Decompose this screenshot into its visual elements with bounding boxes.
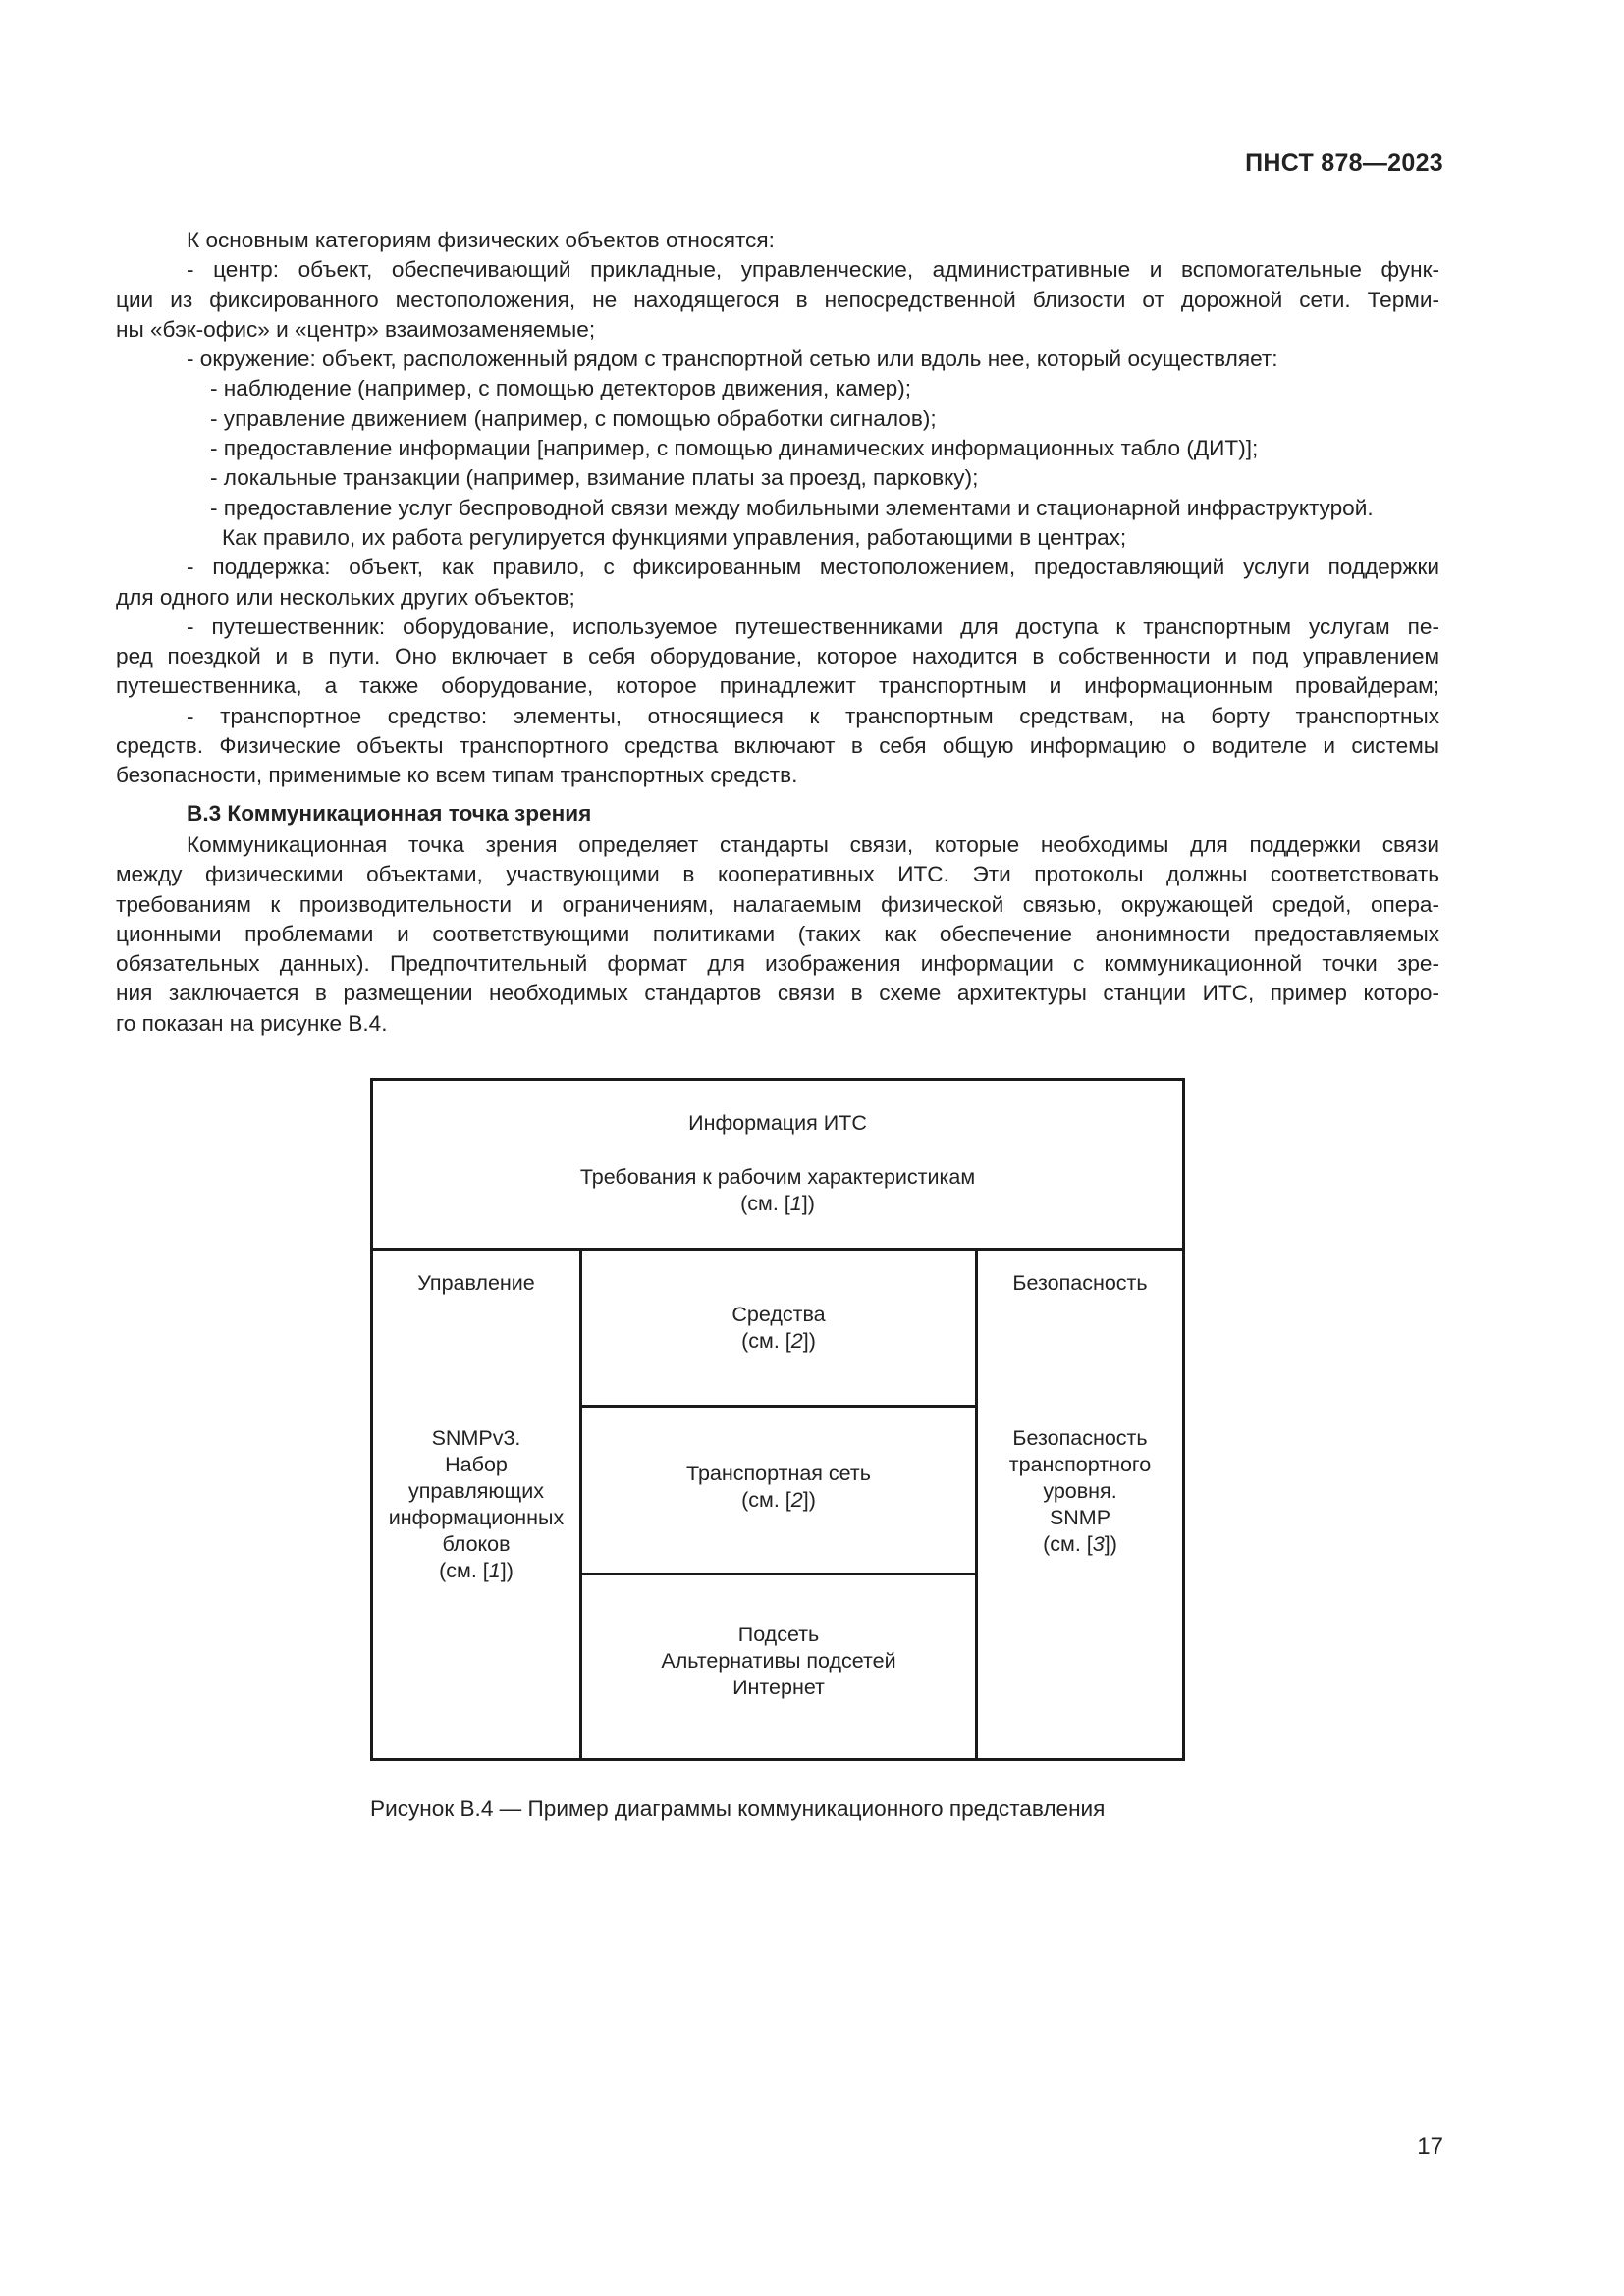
communication-diagram [370,1078,1185,1761]
management-body: SNMPv3. Набор управляющих информационных блоков [388,1426,565,1556]
management-block [373,1251,582,1758]
transport-network-title: Транспортная сеть [686,1462,871,1485]
text-line: ционными проблемами и соответствующими политиками (таких как обеспечение анонимности предоставляемых [116,921,1439,946]
text-line: ны «бэк-офис» и «центр» взаимозаменяемые; [116,316,596,342]
text-line: средств. Физические объекты транспортного средства включают в себя общую информацию о водителе и системы [116,733,1439,759]
text-line: - предоставление информации [например, с помощью динамических информационных табло (ДИТ)]; [210,436,1259,461]
facilities-title: Средства [731,1303,826,1326]
text-line: ния заключается в размещении необходимых стандартов связи в схеме архитектуры станции ИТС, пример которо- [116,981,1439,1006]
text-line: - локальные транзакции (например, взимание платы за проезд, парковку); [210,465,979,491]
text-line: Коммуникационная точка зрения определяет стандарты связи, которые необходимы для поддержки связи [187,831,1439,857]
security-block [975,1251,1182,1758]
section-heading: В.3 Коммуникационная точка зрения [187,800,592,826]
subnet-body: Подсеть Альтернативы подсетей Интернет [661,1623,896,1699]
text-line: го показан на рисунке В.4. [116,1010,388,1036]
text-line: ред поездкой и в пути. Оно включает в себя оборудование, которое находится в собственности и под управлением [116,644,1439,669]
its-information-title: Информация ИТС [688,1111,867,1135]
text-line: ции из фиксированного местоположения, не находящегося в непосредственной близости от дорожной сети. Терми- [116,287,1439,312]
text-line: - путешественник: оборудование, используемое путешественниками для доступа к транспортным услугам пе- [187,614,1439,639]
transport-network-block [582,1408,975,1575]
security-title: Безопасность [1012,1271,1148,1295]
text-line: - наблюдение (например, с помощью детекторов движения, камер); [210,376,912,401]
management-title: Управление [417,1271,535,1295]
subnet-block [582,1575,975,1758]
figure-caption: Рисунок В.4 — Пример диаграммы коммуникационного представления [370,1796,1106,1821]
text-line: безопасности, применимые ко всем типам транспортных средств. [116,763,798,788]
text-line: - центр: объект, обеспечивающий прикладные, управленческие, административные и вспомогательные функ- [187,257,1439,283]
reference: (см. [1]) [740,1192,815,1215]
text-line: между физическими объектами, участвующими в кооперативных ИТС. Эти протоколы должны соответствовать [116,862,1439,887]
reference: (см. [2]) [741,1329,816,1353]
document-code: ПНСТ 878—2023 [1245,149,1443,177]
its-information-block [373,1081,1182,1251]
text-line: - транспортное средство: элементы, относящиеся к транспортным средствам, на борту транспортных [187,703,1439,728]
text-line: Как правило, их работа регулируется функциями управления, работающими в центрах; [222,524,1127,550]
performance-requirements-label: Требования к рабочим характеристикам [579,1165,976,1189]
reference: (см. [2]) [741,1488,816,1512]
facilities-block [582,1251,975,1408]
page-number: 17 [1417,2133,1443,2160]
text-line: путешественника, а также оборудование, которое принадлежит транспортным и информационным провайдерам; [116,673,1439,699]
text-line: требованиям к производительности и ограничениям, налагаемым физической связью, окружающей средой, опера- [116,891,1439,917]
text-line: К основным категориям физических объектов относятся: [187,228,775,252]
text-line: обязательных данных). Предпочтительный формат для изображения информации с коммуникационной точки зре- [116,951,1439,977]
reference: (см. [1]) [439,1559,514,1582]
text-line: - предоставление услуг беспроводной связи между мобильными элементами и стационарной инфраструктурой. [210,495,1374,520]
text-line: - окружение: объект, расположенный рядом с транспортной сетью или вдоль нее, который осуществляет: [187,347,1278,372]
security-body: Безопасность транспортного уровня. SNMP [1008,1426,1152,1529]
reference: (см. [3]) [1043,1532,1117,1556]
text-line: - поддержка: объект, как правило, с фиксированным местоположением, предоставляющий услуги поддержки [187,555,1439,580]
text-line: - управление движением (например, с помощью обработки сигналов); [210,405,937,431]
body-text [116,226,1439,1039]
text-line: для одного или нескольких других объектов; [116,584,575,610]
